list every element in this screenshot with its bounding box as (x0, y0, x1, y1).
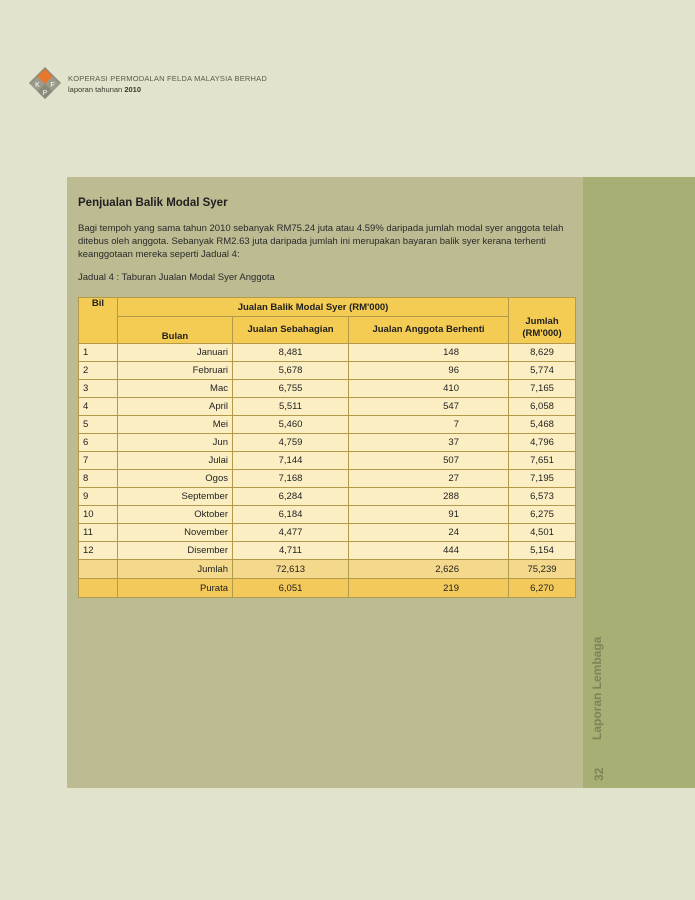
cell-bulan: September (118, 488, 233, 506)
header-bulan: Bulan (118, 317, 233, 344)
average-sebahagian: 6,051 (233, 579, 349, 598)
share-sales-table (78, 297, 576, 598)
cell-bil: 2 (79, 362, 118, 380)
cell-jumlah: 6,275 (509, 506, 576, 524)
cell-jumlah: 5,154 (509, 542, 576, 560)
report-title (68, 85, 267, 94)
cell-bulan: Februari (118, 362, 233, 380)
cell-sebahagian: 6,184 (233, 506, 349, 524)
cell-bil: 7 (79, 452, 118, 470)
section-paragraph: Bagi tempoh yang sama tahun 2010 sebanyak RM75.24 juta atau 4.59% daripada jumlah modal syer anggota telah ditebus oleh anggota. Sebanyak RM2.63 juta daripada jumlah ini merupakan bayaran balik syer kerana terhenti keanggotaan mereka seperti Jadual 4: (78, 223, 564, 260)
cell-jumlah: 4,796 (509, 434, 576, 452)
cell-sebahagian: 5,511 (233, 398, 349, 416)
cell-jumlah: 7,165 (509, 380, 576, 398)
table-row (79, 452, 576, 470)
section-title: Penjualan Balik Modal Syer (78, 197, 228, 209)
cell-sebahagian: 5,678 (233, 362, 349, 380)
average-label: Purata (118, 579, 233, 598)
cell-berhenti: 547 (349, 398, 509, 416)
table-row (79, 506, 576, 524)
cell-bil: 10 (79, 506, 118, 524)
table-row (79, 344, 576, 362)
cell-bil: 9 (79, 488, 118, 506)
cell-sebahagian: 4,759 (233, 434, 349, 452)
header-bil: Bil (79, 298, 118, 344)
report-prefix: laporan tahunan (68, 85, 123, 94)
header-berhenti: Jualan Anggota Berhenti (349, 317, 509, 344)
cell-sebahagian: 8,481 (233, 344, 349, 362)
logo-letter-p: P (42, 90, 48, 97)
table-row (79, 380, 576, 398)
total-sebahagian: 72,613 (233, 560, 349, 579)
organization-name: KOPERASI PERMODALAN FELDA MALAYSIA BERHAD (68, 74, 267, 83)
sidebar-section-label: Laporan Lembaga (590, 636, 604, 740)
table-row (79, 416, 576, 434)
cell-bil: 12 (79, 542, 118, 560)
cell-berhenti: 37 (349, 434, 509, 452)
cell-jumlah: 4,501 (509, 524, 576, 542)
cell-bulan: April (118, 398, 233, 416)
cell-bulan: Ogos (118, 470, 233, 488)
table-row (79, 542, 576, 560)
cell-sebahagian: 5,460 (233, 416, 349, 434)
cell-jumlah: 5,468 (509, 416, 576, 434)
table-row (79, 398, 576, 416)
header-jumlah: Jumlah (RM'000) (509, 298, 576, 344)
cell-bulan: Julai (118, 452, 233, 470)
logo-letter-f: F (50, 82, 55, 89)
table-row (79, 362, 576, 380)
cell-jumlah: 7,195 (509, 470, 576, 488)
cell-bulan: Mei (118, 416, 233, 434)
cell-bulan: Jun (118, 434, 233, 452)
cell-jumlah: 8,629 (509, 344, 576, 362)
cell-bil: 8 (79, 470, 118, 488)
cell-berhenti: 96 (349, 362, 509, 380)
cell-bil: 1 (79, 344, 118, 362)
table-row (79, 488, 576, 506)
table-body (79, 344, 576, 560)
average-berhenti: 219 (349, 579, 509, 598)
kpf-logo-icon (28, 66, 62, 100)
cell-jumlah: 7,651 (509, 452, 576, 470)
total-label: Jumlah (118, 560, 233, 579)
cell-berhenti: 7 (349, 416, 509, 434)
cell-berhenti: 27 (349, 470, 509, 488)
table-caption: Jadual 4 : Taburan Jualan Modal Syer Anggota (78, 272, 275, 283)
cell-bulan: Januari (118, 344, 233, 362)
table-row (79, 470, 576, 488)
table-row (79, 524, 576, 542)
page-number: 32 (592, 767, 606, 781)
cell-berhenti: 24 (349, 524, 509, 542)
cell-bil: 4 (79, 398, 118, 416)
cell-sebahagian: 4,711 (233, 542, 349, 560)
header-sebahagian: Jualan Sebahagian (233, 317, 349, 344)
cell-sebahagian: 7,168 (233, 470, 349, 488)
cell-sebahagian: 6,284 (233, 488, 349, 506)
cell-jumlah: 5,774 (509, 362, 576, 380)
cell-jumlah: 6,058 (509, 398, 576, 416)
average-jumlah: 6,270 (509, 579, 576, 598)
cell-jumlah: 6,573 (509, 488, 576, 506)
cell-bulan: Mac (118, 380, 233, 398)
total-berhenti: 2,626 (349, 560, 509, 579)
cell-bil: 5 (79, 416, 118, 434)
cell-berhenti: 444 (349, 542, 509, 560)
cell-berhenti: 288 (349, 488, 509, 506)
cell-bil: 3 (79, 380, 118, 398)
cell-sebahagian: 4,477 (233, 524, 349, 542)
average-row (79, 579, 576, 598)
cell-berhenti: 507 (349, 452, 509, 470)
cell-bulan: November (118, 524, 233, 542)
total-jumlah: 75,239 (509, 560, 576, 579)
logo-letter-k: K (35, 82, 40, 89)
table-row (79, 434, 576, 452)
cell-berhenti: 91 (349, 506, 509, 524)
cell-bil: 11 (79, 524, 118, 542)
total-row (79, 560, 576, 579)
cell-bulan: Oktober (118, 506, 233, 524)
cell-berhenti: 410 (349, 380, 509, 398)
cell-bulan: Disember (118, 542, 233, 560)
cell-berhenti: 148 (349, 344, 509, 362)
cell-sebahagian: 6,755 (233, 380, 349, 398)
header-group: Jualan Balik Modal Syer (RM'000) (118, 298, 509, 317)
report-year: 2010 (124, 85, 141, 94)
cell-sebahagian: 7,144 (233, 452, 349, 470)
cell-bil: 6 (79, 434, 118, 452)
